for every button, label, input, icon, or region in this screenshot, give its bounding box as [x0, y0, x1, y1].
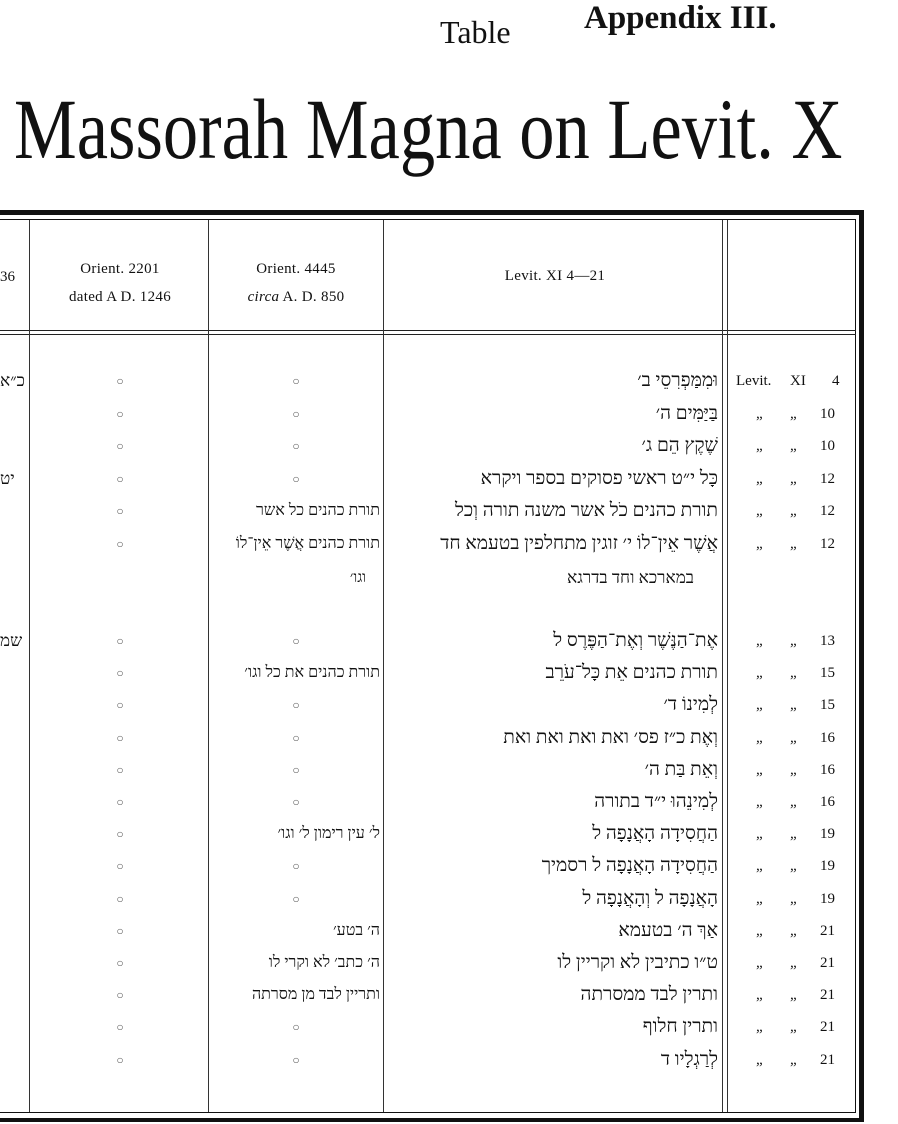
ditto-mark: „: [756, 1051, 763, 1068]
table-row: [0, 979, 856, 1011]
hebrew-text-cell: ותרין חלוף: [642, 1016, 718, 1038]
verse-reference-cell: [732, 689, 848, 721]
reference-verse: 16: [820, 761, 835, 778]
table-row: [0, 365, 856, 397]
cut-column-cell: [0, 398, 28, 430]
table-row: [0, 657, 856, 689]
ditto-mark: „: [790, 535, 797, 552]
reference-verse: 15: [820, 665, 835, 682]
header-levit: Levit. XI 4—21: [504, 268, 606, 284]
orient-4445-cell: ○: [292, 762, 300, 777]
reference-verse: 21: [820, 987, 835, 1004]
reference-verse: 16: [820, 729, 835, 746]
ditto-mark: „: [756, 503, 763, 519]
header-orient-2201-line2: dated A D. 1246: [69, 289, 171, 305]
orient-4445-cell: תורת כהנים אֲשֶׁר אֵין־לוֹ: [235, 534, 380, 552]
verse-reference-cell: [732, 398, 848, 430]
verse-reference-cell: [732, 657, 848, 689]
reference-verse: 19: [820, 826, 835, 843]
reference-verse: 12: [820, 503, 835, 519]
orient-4445-cell: ○: [292, 891, 300, 906]
table-row: [0, 495, 856, 527]
header-orient-2201-line1: Orient. 2201: [80, 261, 160, 277]
cut-column-cell: [0, 754, 28, 786]
ditto-mark: „: [790, 729, 797, 746]
hebrew-text-cell: ותרין לבד ממסרתה: [580, 984, 718, 1006]
hebrew-text-cell: ט״ו כתיבין לא וקריין לו: [557, 952, 718, 973]
ditto-mark: „: [756, 794, 763, 810]
orient-2201-cell: ○: [116, 406, 124, 421]
ditto-mark: „: [790, 633, 797, 649]
cut-column-cell: [0, 528, 28, 560]
orient-2201-cell: ○: [116, 698, 124, 713]
ditto-mark: „: [756, 890, 763, 907]
frame-right-rule: [859, 210, 864, 1122]
orient-2201-cell: ○: [116, 859, 124, 874]
orient-2201-cell: ○: [116, 471, 124, 486]
orient-4445-cell: ○: [292, 1020, 300, 1035]
table-row: [0, 818, 856, 850]
table-row: [0, 1011, 856, 1043]
cut-column-cell: [0, 689, 28, 721]
table-row: [0, 398, 856, 430]
ditto-mark: „: [790, 1051, 797, 1068]
verse-reference-cell: [732, 979, 848, 1011]
reference-verse: 21: [820, 1019, 835, 1036]
orient-2201-cell: ○: [116, 956, 124, 970]
ditto-mark: „: [756, 761, 763, 778]
verse-reference-cell: [732, 818, 848, 850]
reference-verse: 21: [820, 1051, 835, 1068]
orient-2201-cell: ○: [116, 666, 124, 681]
ditto-mark: „: [790, 405, 797, 422]
verse-reference-cell: [732, 430, 848, 462]
hebrew-text-cell: הַחֲסִידָה הָאֲנָפָה ל רסמיך: [541, 855, 718, 877]
reference-verse: 19: [820, 890, 835, 907]
cut-column-cell: [0, 495, 28, 527]
table-label: Table: [440, 14, 511, 50]
ditto-mark: „: [790, 890, 797, 907]
orient-4445-cell: ○: [292, 1052, 300, 1067]
ditto-mark: „: [756, 665, 763, 682]
cut-column-cell: [0, 722, 28, 754]
reference-verse: 19: [820, 858, 835, 875]
ditto-mark: „: [790, 987, 797, 1004]
hebrew-text-cell: לְמִינֵהוּ י״ד בתורה: [594, 791, 718, 812]
ditto-mark: „: [790, 503, 797, 519]
ditto-mark: „: [790, 858, 797, 875]
verse-reference-cell: [732, 365, 848, 397]
verse-reference-cell: [732, 754, 848, 786]
ditto-mark: „: [756, 922, 763, 939]
ditto-mark: „: [756, 535, 763, 552]
frame-bottom-rule: [0, 1118, 864, 1122]
circa-italic: circa: [247, 289, 280, 305]
hebrew-text-cell: בַּיַּמִּים ה׳: [655, 402, 718, 424]
hebrew-text-cell: כָּל י״ט ראשי פסוקים בספר ויקרא: [480, 467, 718, 489]
frame-bottom-inner-rule: [0, 1112, 856, 1113]
hebrew-text-cell: שֶׁקֶץ הֵם ג׳: [641, 435, 718, 456]
verse-reference-cell: [732, 850, 848, 882]
orient-2201-cell: ○: [116, 1052, 124, 1067]
hebrew-text-cell: תורת כהנים כֹל אשר משנה תורה וְכל: [454, 500, 718, 521]
orient-4445-cell: תורת כהנים את כל וגו׳: [244, 664, 380, 682]
table-row: [0, 947, 856, 979]
cut-column-cell: [0, 657, 28, 689]
table-row: [0, 430, 856, 462]
orient-4445-cell: ○: [292, 406, 300, 421]
verse-reference-cell: [732, 528, 848, 560]
verse-reference-cell: [732, 625, 848, 657]
ditto-mark: „: [756, 697, 763, 714]
ditto-mark: „: [790, 470, 797, 487]
verse-reference-cell: [732, 495, 848, 527]
orient-2201-cell: ○: [116, 439, 124, 453]
orient-2201-cell: ○: [116, 762, 124, 777]
verse-reference-cell: [732, 1044, 848, 1076]
table-row: [0, 754, 856, 786]
reference-verse: 15: [820, 697, 835, 714]
cut-column-cell: [0, 786, 28, 818]
orient-4445-cell: ○: [292, 439, 300, 453]
cut-column-cell: כ״א: [0, 371, 25, 390]
reference-verse: 13: [820, 633, 835, 649]
orient-2201-cell: ○: [116, 988, 124, 1003]
table-row: [0, 722, 856, 754]
cut-column-cell: [0, 1044, 28, 1076]
ditto-mark: „: [756, 1019, 763, 1036]
verse-reference-cell: [732, 1011, 848, 1043]
ditto-mark: „: [790, 955, 797, 971]
hebrew-text-cell: אֶת־הַנֶּשֶׁר וְאֶת־הַפֶּרֶס ל: [553, 630, 718, 651]
continuation-hebrew: במארכא וחד בדרגא: [567, 568, 694, 587]
ditto-mark: „: [756, 729, 763, 746]
orient-2201-cell: ○: [116, 730, 124, 745]
table-row: [0, 463, 856, 495]
reference-verse: 16: [820, 794, 835, 810]
orient-2201-cell: ○: [116, 536, 124, 551]
ditto-mark: „: [756, 405, 763, 422]
table-row: [0, 1044, 856, 1076]
ditto-mark: „: [756, 858, 763, 875]
ditto-mark: „: [756, 826, 763, 843]
frame-top-rule: [0, 210, 864, 215]
reference-verse: 10: [820, 405, 835, 422]
reference-verse: 12: [820, 535, 835, 552]
verse-reference-cell: [732, 722, 848, 754]
ditto-mark: „: [756, 955, 763, 971]
reference-verse: 21: [820, 955, 835, 971]
ditto-mark: „: [756, 470, 763, 487]
hebrew-text-cell: לְרַגְלָיו ד: [660, 1048, 718, 1070]
orient-4445-cell: ○: [292, 730, 300, 745]
orient-4445-cell: ○: [292, 859, 300, 874]
header-orient-4445-date: A. D. 850: [279, 289, 345, 305]
cut-column-cell: [0, 947, 28, 979]
header-cut-column: 36: [0, 269, 15, 285]
ditto-mark: „: [790, 826, 797, 843]
table-row: [0, 528, 856, 560]
cut-column-cell: [0, 430, 28, 462]
header-orient-4445-line2: [210, 283, 382, 311]
orient-2201-cell: ○: [116, 795, 124, 809]
hebrew-text-cell: תורת כהנים אֵת כָּל־עֹרֵב: [545, 662, 718, 684]
ditto-mark: „: [790, 922, 797, 939]
table-row: [0, 915, 856, 947]
hebrew-text-cell: אַךְ ה׳ בטעמא: [618, 919, 718, 941]
orient-2201-cell: ○: [116, 634, 124, 648]
orient-4445-cell: ל׳ עין רימון ל׳ וגו׳: [277, 825, 380, 843]
ditto-mark: „: [790, 761, 797, 778]
cut-column-cell: [0, 850, 28, 882]
header-orient-2201: [32, 255, 208, 311]
verse-reference-cell: [732, 915, 848, 947]
orient-2201-cell: ○: [116, 827, 124, 842]
orient-2201-cell: ○: [116, 1020, 124, 1035]
hebrew-text-cell: לְמִינוֹ ד׳: [663, 694, 718, 716]
orient-4445-cell: ○: [292, 634, 300, 648]
continuation-orient-4445: וגו׳: [349, 570, 366, 586]
reference-verse: 4: [832, 373, 840, 389]
ditto-mark: „: [756, 987, 763, 1004]
orient-4445-cell: ותריין לבד מן מסרתה: [251, 986, 380, 1004]
ditto-mark: „: [790, 438, 797, 454]
table-row: [0, 850, 856, 882]
orient-4445-cell: תורת כהנים כל אשר: [256, 502, 380, 519]
verse-reference-cell: [732, 947, 848, 979]
orient-4445-cell: ○: [292, 374, 300, 388]
reference-book: Levit.: [736, 373, 772, 389]
page-title: Massorah Magna on Levit. X: [14, 81, 843, 177]
reference-verse: 12: [820, 470, 835, 487]
verse-reference-cell: [732, 786, 848, 818]
table-row: [0, 786, 856, 818]
header-orient-4445: [210, 255, 382, 311]
ditto-mark: „: [790, 665, 797, 682]
verse-reference-cell: [732, 883, 848, 915]
hebrew-text-cell: וּמִמַּפְרִסֵי ב׳: [637, 370, 718, 391]
orient-4445-cell: ○: [292, 471, 300, 486]
hebrew-text-cell: הַחֲסִידָה הָאֲנָפָה ל: [592, 823, 718, 845]
appendix-label: Appendix III.: [584, 0, 777, 36]
reference-verse: 21: [820, 922, 835, 939]
hebrew-text-cell: וְאֵת בַּת ה׳: [644, 758, 718, 780]
table-row: [0, 689, 856, 721]
hebrew-text-cell: אֲשֶׁר אֵין־לוֹ י׳ זוגין מתחלפין בטעמא חד: [440, 532, 718, 554]
orient-2201-cell: ○: [116, 504, 124, 518]
orient-4445-cell: ה׳ כתב׳ לא וקרי לו: [268, 954, 380, 971]
ditto-mark: „: [790, 1019, 797, 1036]
verse-reference-cell: [732, 463, 848, 495]
cut-column-cell: [0, 979, 28, 1011]
cut-column-cell: שמ: [0, 631, 23, 650]
cut-column-cell: [0, 1011, 28, 1043]
cut-column-cell: יט: [0, 468, 15, 488]
orient-4445-cell: ○: [292, 698, 300, 713]
orient-2201-cell: ○: [116, 923, 124, 938]
cut-column-cell: [0, 883, 28, 915]
hebrew-text-cell: וְאֶת כ״ז פס׳ ואת ואת ואת ואת: [503, 726, 718, 748]
reference-verse: 10: [820, 438, 835, 454]
cut-column-cell: [0, 915, 28, 947]
orient-4445-cell: ה׳ בטע׳: [332, 921, 380, 939]
cut-column-cell: [0, 818, 28, 850]
table-row: [0, 883, 856, 915]
header-orient-4445-line1: Orient. 4445: [256, 261, 336, 277]
orient-2201-cell: ○: [116, 891, 124, 906]
orient-2201-cell: ○: [116, 374, 124, 388]
ditto-mark: „: [790, 794, 797, 810]
table-row: [0, 625, 856, 657]
ditto-mark: „: [756, 633, 763, 649]
orient-4445-cell: ○: [292, 795, 300, 809]
ditto-mark: „: [790, 697, 797, 714]
ditto-mark: „: [756, 438, 763, 454]
hebrew-text-cell: הָאֲנָפָה ל וְהָאֲנָפָה ל: [582, 887, 718, 909]
reference-chapter: XI: [790, 373, 806, 389]
